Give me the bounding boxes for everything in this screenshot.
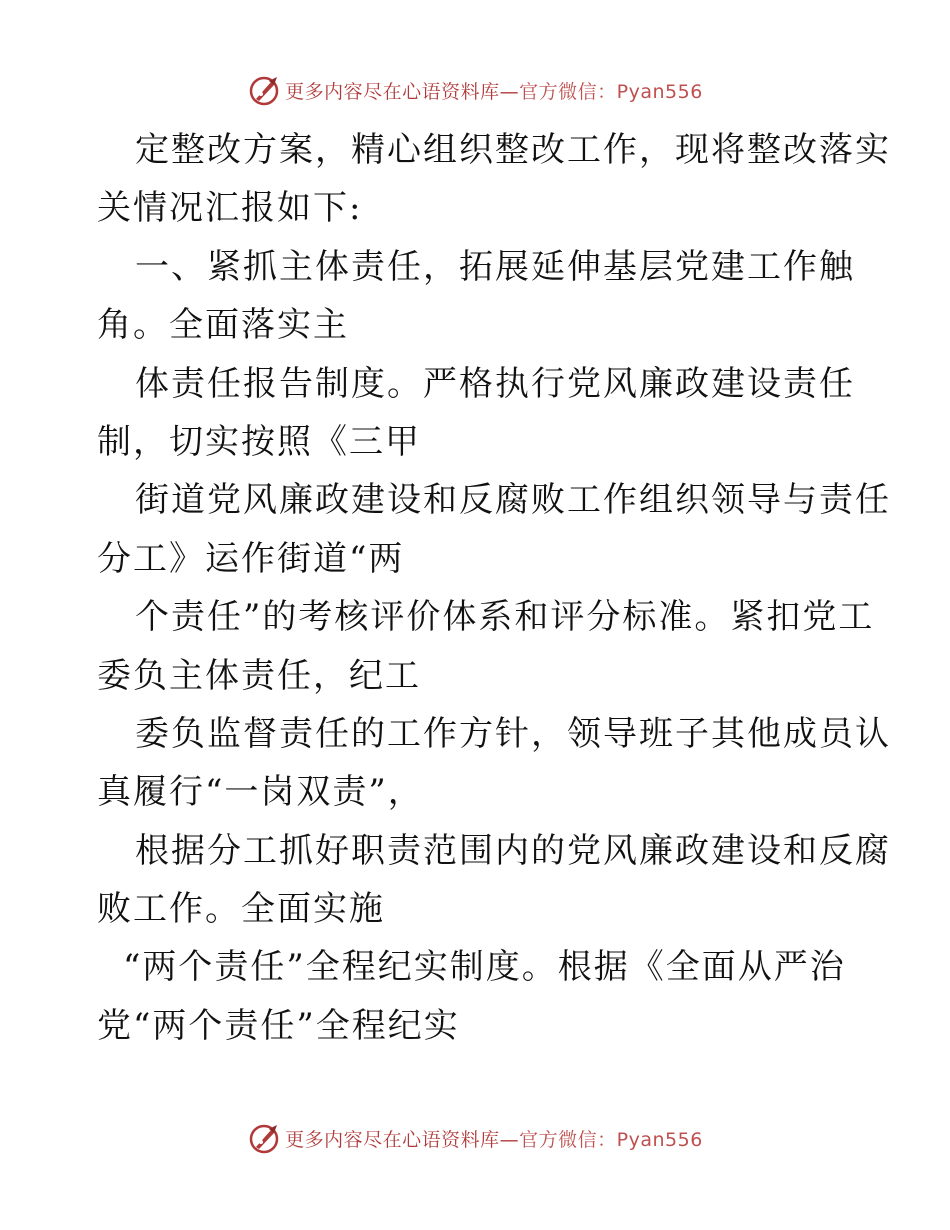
watermark-banner-top [0,70,950,110]
text-line: 委负主体责任，纪工 [97,655,421,696]
quill-pen-logo-icon [247,73,281,107]
watermark-site-text: 更多内容尽在心语资料库 [285,80,500,103]
watermark-banner-bottom [0,1118,950,1158]
watermark-site-text: 更多内容尽在心语资料库 [285,1128,500,1151]
text-line: 一、紧抓主体责任，拓展延伸基层党建工作触 [135,246,855,287]
watermark-dash: — [499,1128,520,1151]
watermark-text [285,77,703,104]
watermark-wechat-text: 官方微信：Pyan556 [519,1128,703,1151]
watermark-wechat-text: 官方微信：Pyan556 [519,80,703,103]
document-body [97,121,891,1055]
quill-pen-logo-icon [247,1121,281,1155]
text-line: 真履行“一岗双责”， [97,772,424,813]
text-line: 分工》运作街道“两 [97,538,405,579]
text-line: 个责任”的考核评价体系和评分标准。紧扣党工 [135,597,875,638]
text-line: 定整改方案，精心组织整改工作，现将整改落实 [135,130,891,170]
text-line: “两个责任”全程纪实制度。根据《全面从严治 [123,947,846,988]
text-line: 街道党风廉政建设和反腐败工作组织领导与责任 [135,480,891,521]
text-line: 党“两个责任”全程纪实 [97,1005,460,1046]
text-line: 体责任报告制度。严格执行党风廉政建设责任 [135,363,855,404]
text-line: 关情况汇报如下: [97,188,363,229]
text-line: 委负监督责任的工作方针，领导班子其他成员认 [135,713,891,754]
watermark-dash: — [499,80,520,103]
text-line: 败工作。全面实施 [97,889,385,930]
watermark-text [285,1125,703,1152]
text-line: 根据分工抓好职责范围内的党风廉政建设和反腐 [135,830,891,871]
text-line: 角。全面落实主 [97,305,349,346]
text-line: 制，切实按照《三甲 [97,421,421,462]
